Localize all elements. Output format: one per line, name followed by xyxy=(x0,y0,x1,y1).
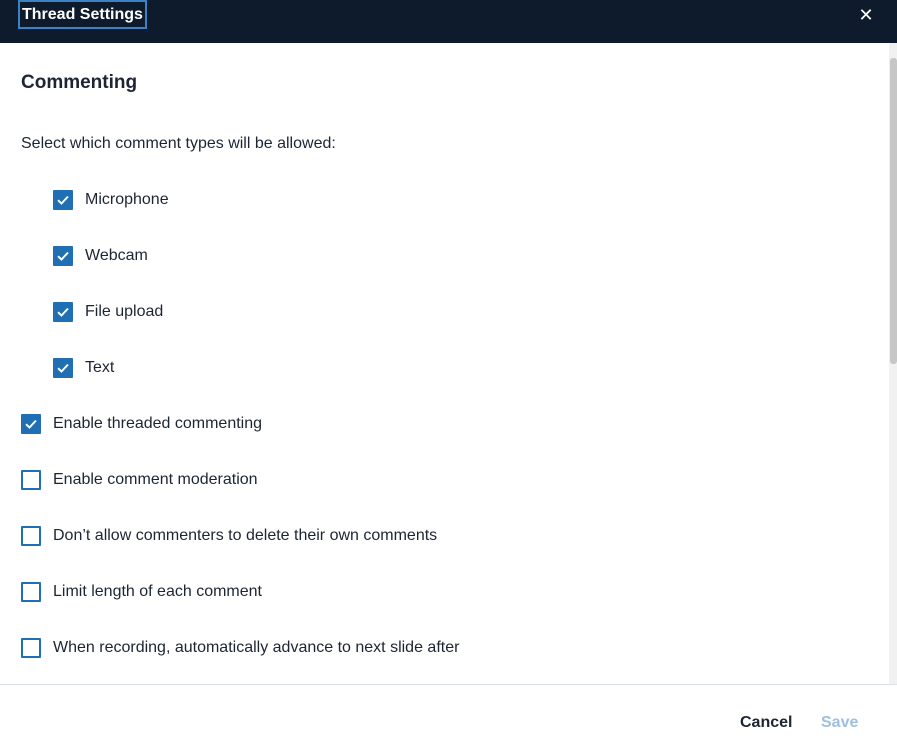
checkbox-auto-advance[interactable] xyxy=(21,638,459,658)
checkbox-label: Don’t allow commenters to delete their own comments xyxy=(53,527,438,544)
checkbox-icon xyxy=(53,358,73,378)
close-icon[interactable]: ✕ xyxy=(858,5,874,25)
scrollbar-thumb[interactable] xyxy=(890,58,897,364)
checkbox-webcam[interactable] xyxy=(53,246,148,266)
checkbox-label: When recording, automatically advance to next slide after xyxy=(53,639,460,656)
checkbox-icon xyxy=(21,470,41,490)
checkbox-file-upload[interactable] xyxy=(53,302,163,322)
checkbox-label: Webcam xyxy=(85,247,148,264)
checkbox-icon xyxy=(21,638,41,658)
checkbox-icon xyxy=(53,190,73,210)
checkbox-label: Enable comment moderation xyxy=(53,471,258,488)
save-button[interactable]: Save xyxy=(821,714,859,731)
checkbox-limit-length[interactable] xyxy=(21,582,262,602)
checkbox-label: Microphone xyxy=(85,191,169,208)
comment-types-intro: Select which comment types will be allowed: xyxy=(21,135,336,152)
checkbox-label: Limit length of each comment xyxy=(53,583,262,600)
checkbox-label: File upload xyxy=(85,303,164,320)
dialog-body xyxy=(0,43,889,684)
checkbox-icon xyxy=(21,526,41,546)
dialog-title: Thread Settings xyxy=(18,0,147,29)
checkbox-text[interactable] xyxy=(53,358,114,378)
checkbox-label: Enable threaded commenting xyxy=(53,415,263,432)
checkbox-icon xyxy=(53,302,73,322)
dialog-header xyxy=(0,0,897,43)
checkbox-label: Text xyxy=(85,359,115,376)
section-title: Commenting xyxy=(21,72,138,93)
checkbox-icon xyxy=(21,414,41,434)
cancel-button[interactable]: Cancel xyxy=(740,714,793,731)
checkbox-microphone[interactable] xyxy=(53,190,169,210)
checkbox-threaded-commenting[interactable] xyxy=(21,414,262,434)
checkbox-icon xyxy=(53,246,73,266)
checkbox-comment-moderation[interactable] xyxy=(21,470,258,490)
checkbox-prevent-delete-own[interactable] xyxy=(21,526,437,546)
checkbox-icon xyxy=(21,582,41,602)
